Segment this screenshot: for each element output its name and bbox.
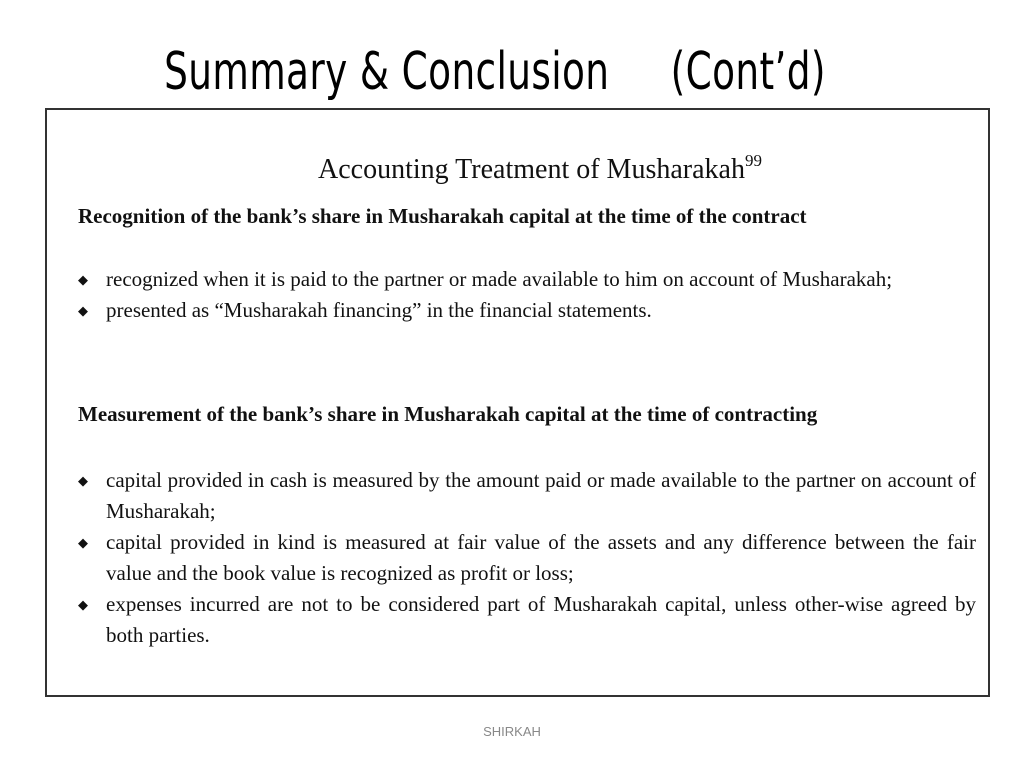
slide-title: Summary & Conclusion (Cont’d) bbox=[164, 42, 826, 102]
diamond-bullet-icon: ◆ bbox=[78, 303, 88, 318]
list-item-text: expenses incurred are not to be considered part of Musharakah capital, unless other-wise agreed by both parties. bbox=[106, 592, 976, 647]
footnote-marker: 99 bbox=[744, 151, 762, 170]
list-item-text: recognized when it is paid to the partner or made available to him on account of Musharakah; bbox=[106, 267, 893, 291]
list-item-text: capital provided in kind is measured at fair value of the assets and any difference between the fair value and the book value is recognized as profit or loss; bbox=[106, 530, 976, 585]
list-item bbox=[78, 295, 976, 326]
bullet-list-measurement bbox=[78, 465, 976, 651]
box-title bbox=[47, 144, 988, 187]
diamond-bullet-icon: ◆ bbox=[78, 272, 88, 287]
section-heading-measurement: Measurement of the bank’s share in Musharakah capital at the time of contracting bbox=[78, 402, 818, 426]
diamond-bullet-icon: ◆ bbox=[78, 473, 88, 488]
content-box bbox=[45, 108, 990, 697]
section-heading-recognition: Recognition of the bank’s share in Musharakah capital at the time of the contract bbox=[78, 204, 807, 228]
list-item-text: presented as “Musharakah financing” in the financial statements. bbox=[106, 298, 652, 322]
list-item bbox=[78, 527, 976, 589]
list-item bbox=[78, 465, 976, 527]
bullet-list-recognition bbox=[78, 264, 976, 326]
list-item-text: capital provided in cash is measured by the amount paid or made available to the partner on account of Musharakah; bbox=[106, 468, 976, 523]
diamond-bullet-icon: ◆ bbox=[78, 535, 88, 550]
box-title-text: Accounting Treatment of Musharakah bbox=[318, 154, 745, 185]
slide-footer: SHIRKAH bbox=[483, 724, 541, 739]
diamond-bullet-icon: ◆ bbox=[78, 597, 88, 612]
list-item bbox=[78, 589, 976, 651]
list-item bbox=[78, 264, 976, 295]
